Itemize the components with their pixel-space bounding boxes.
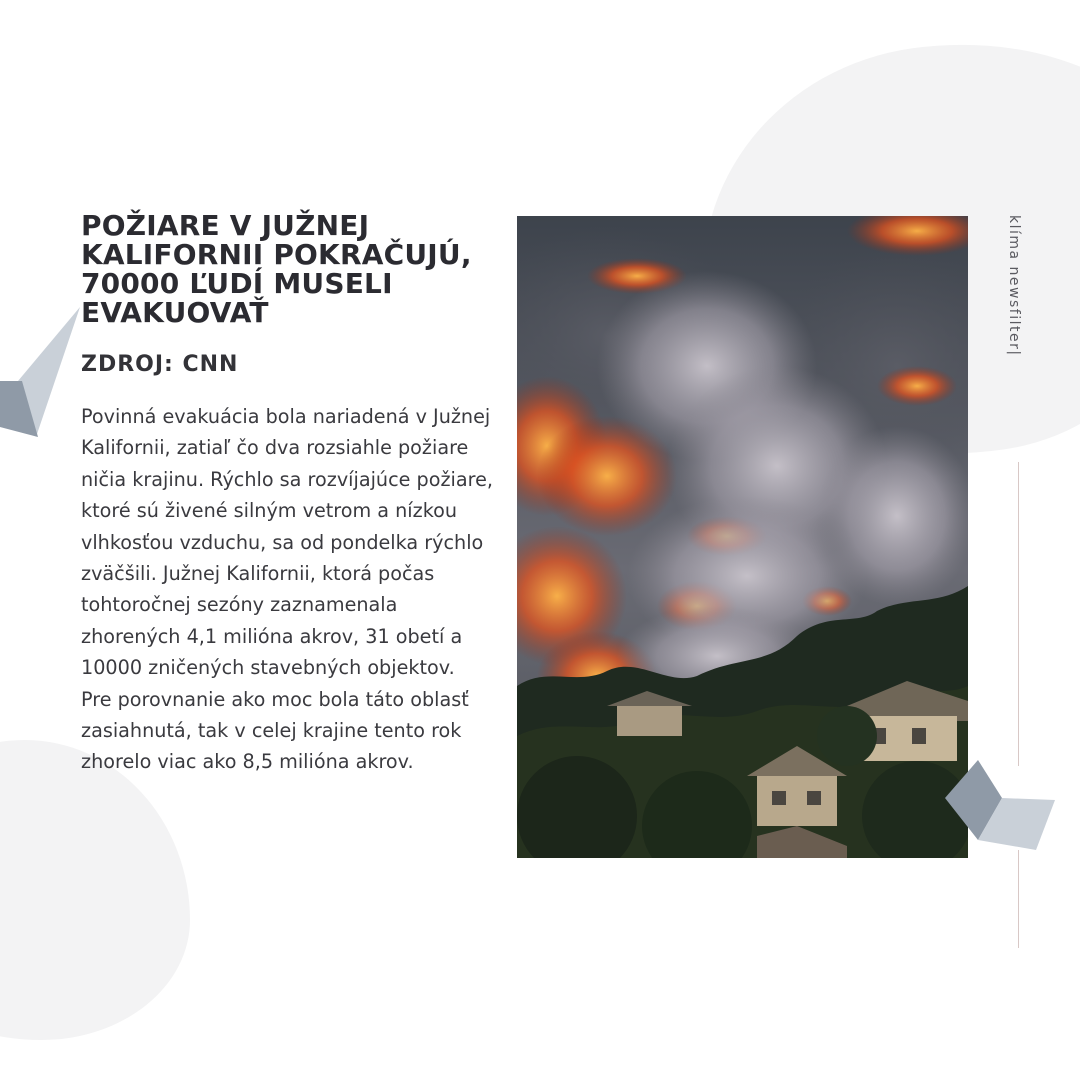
- wildfire-photo: [517, 216, 968, 858]
- folded-paper-shape-left: [0, 305, 85, 445]
- divider-line: [1018, 850, 1019, 948]
- article-paragraph: Pre porovnanie ako moc bola táto oblasť zasiahnutá, tak v celej krajine tento rok zhorelo viac ako 8,5 milióna akrov.: [81, 687, 469, 774]
- divider-line: [1018, 462, 1019, 766]
- folded-paper-shape-right: [940, 758, 1060, 853]
- source-label: ZDROJ: CNN: [81, 352, 239, 377]
- background-blob-bottom-left: [0, 740, 190, 1040]
- article-paragraph: Povinná evakuácia bola nariadená v Južnej Kalifornii, zatiaľ čo dva rozsiahle požiare ničia krajinu. Rýchlo sa rozvíjajúce požiare, ktoré sú živené silným vetrom a nízkou vlhkosťou vzduchu, sa od pondelka rýchlo zväčšili. Južnej Kalifornii, ktorá počas tohtoročnej sezóny zaznamenala zhorených 4,1 milióna akrov, 31 obetí a 10000 zničených stavebných objektov.: [81, 405, 493, 680]
- headline: POŽIARE V JUŽNEJ KALIFORNII POKRAČUJÚ, 70000 ĽUDÍ MUSELI EVAKUOVAŤ: [81, 209, 472, 329]
- article-body: [81, 401, 501, 778]
- brand-label: klíma newsfilter|: [1006, 215, 1022, 357]
